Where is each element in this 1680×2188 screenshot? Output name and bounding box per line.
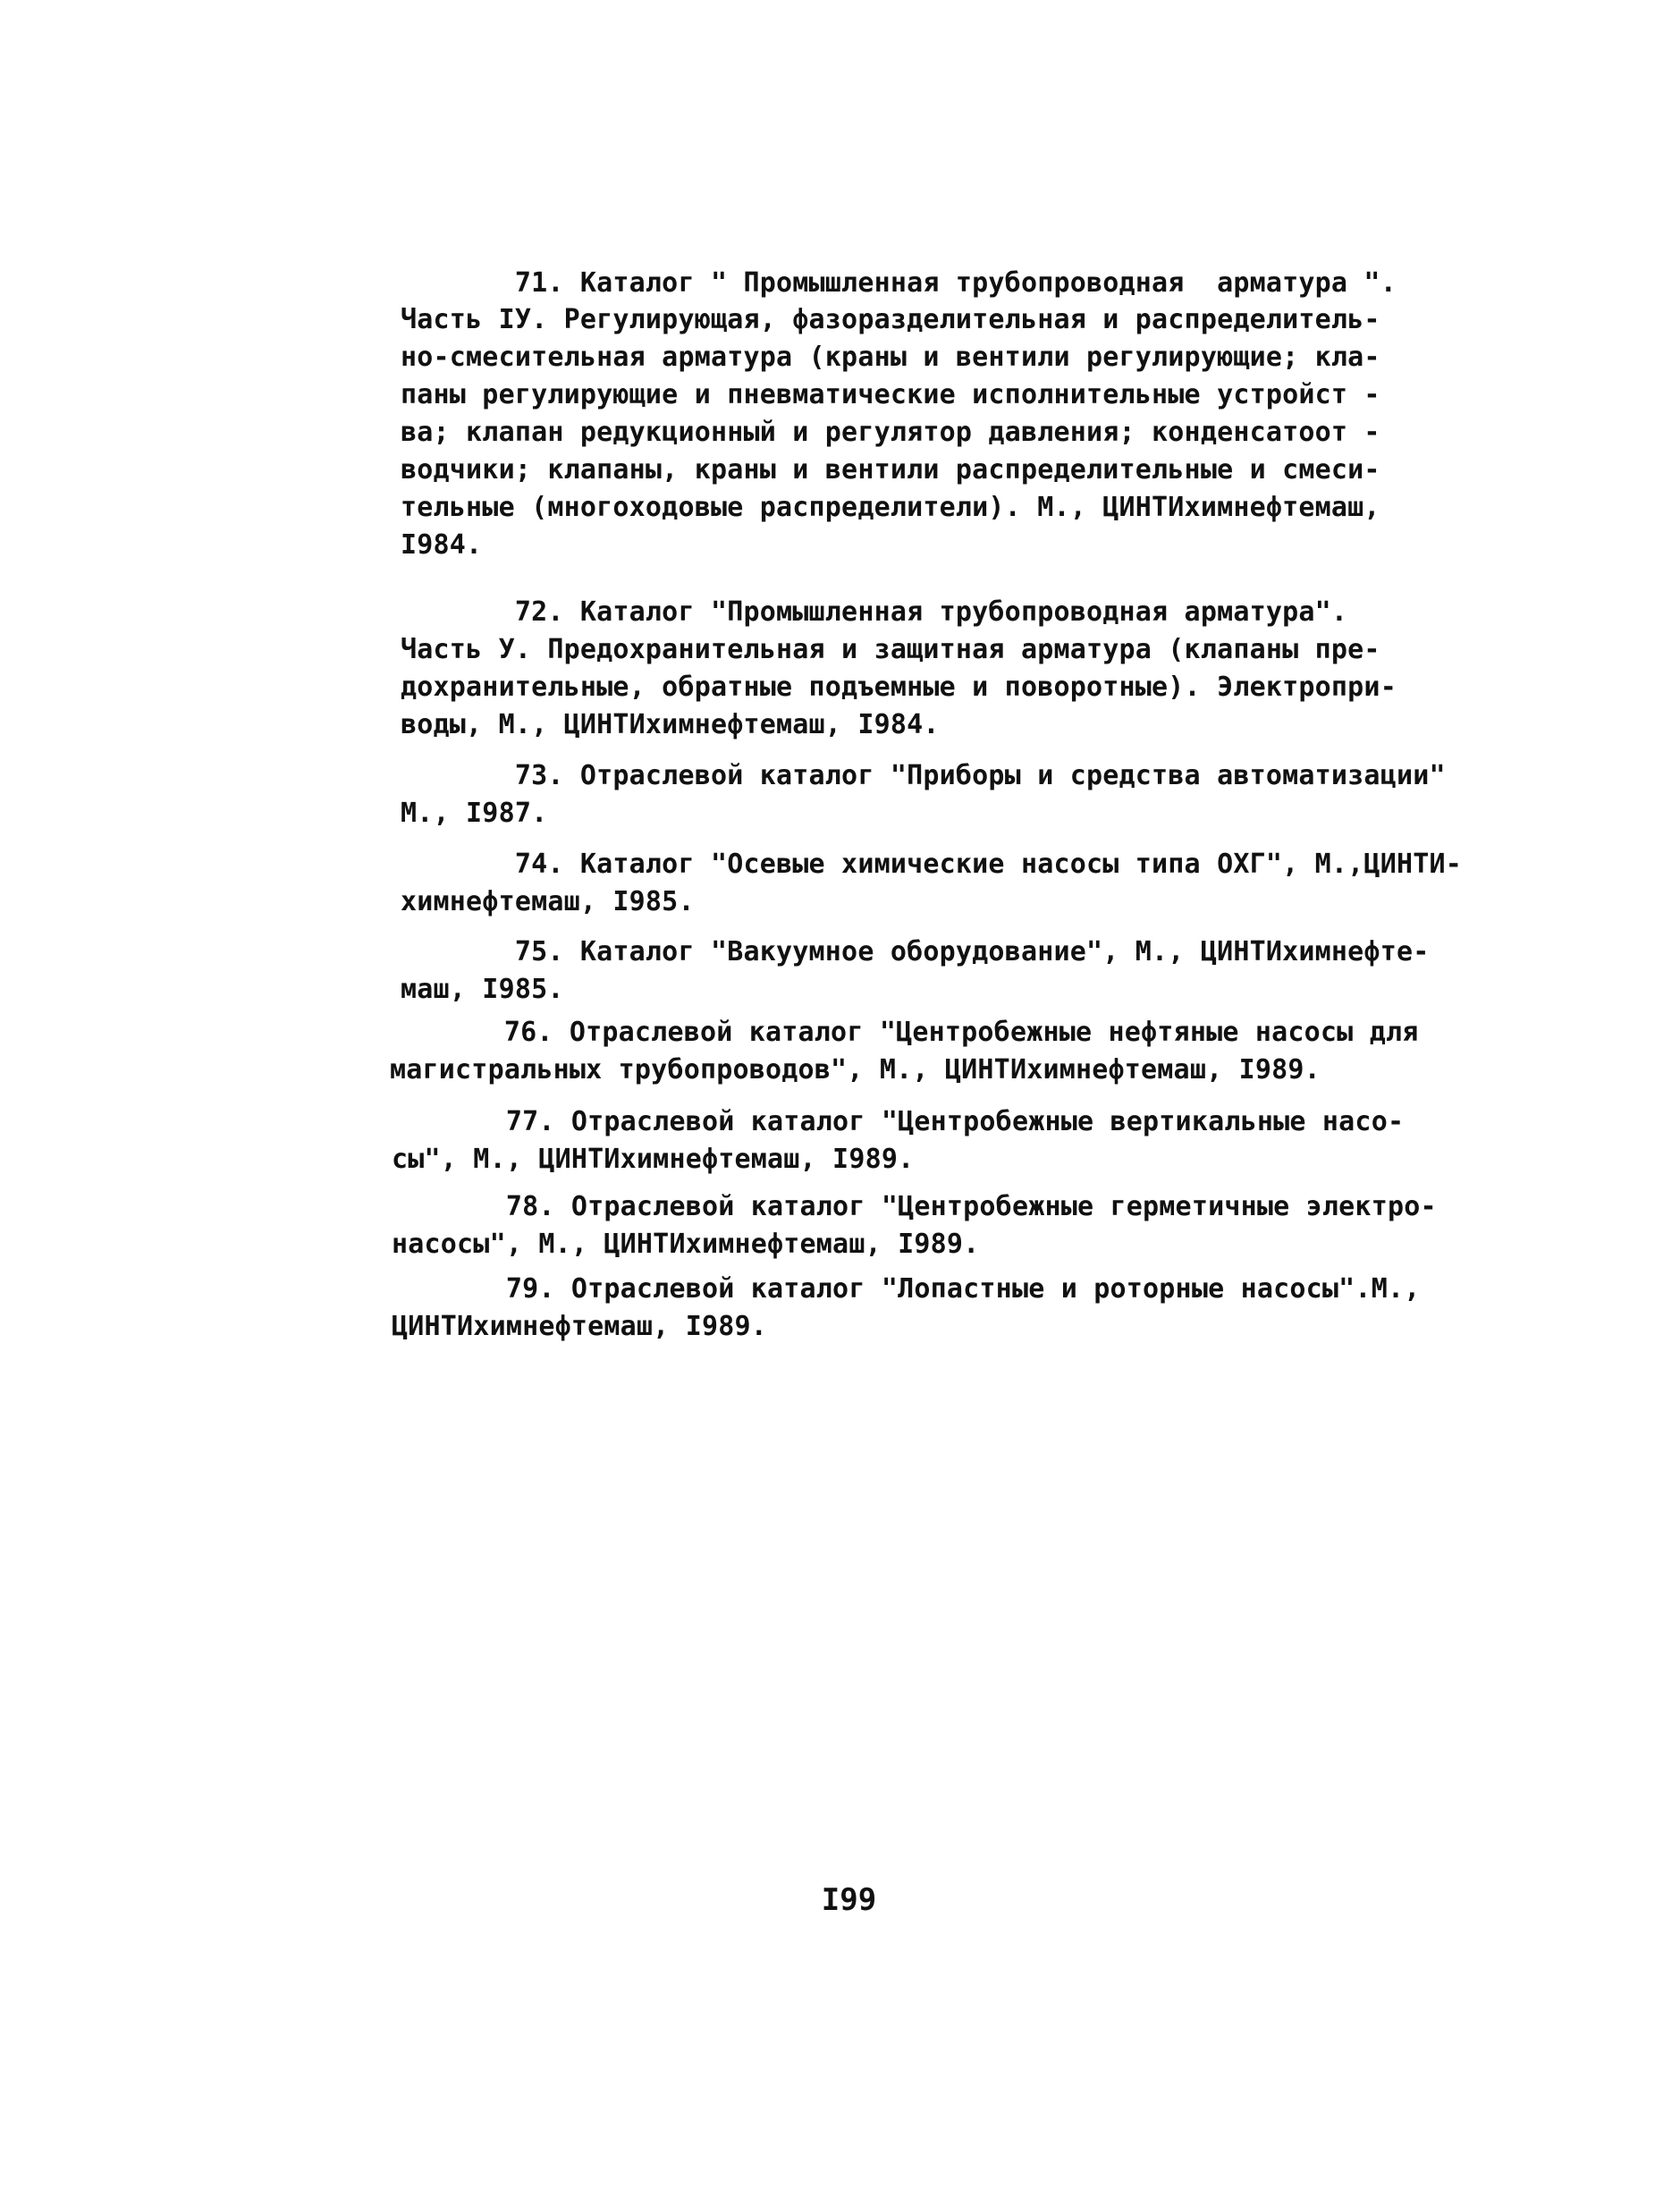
ref-71-line-2: Часть IУ. Регулирующая, фазоразделительная и распределитель- — [401, 304, 1380, 335]
ref-71-line-4: паны регулирующие и пневматические исполнительные устройст - — [401, 379, 1380, 410]
ref-73-line-1: 73. Отраслевой каталог "Приборы и средства автоматизации" — [401, 760, 1446, 791]
ref-74-line-2: химнефтемаш, I985. — [401, 886, 695, 917]
ref-71-line-6: водчики; клапаны, краны и вентили распределительные и смеси- — [401, 454, 1380, 486]
ref-71-line-8: I984. — [401, 529, 483, 561]
ref-77-line-1: 77. Отраслевой каталог "Центробежные вертикальные насо- — [392, 1106, 1405, 1137]
ref-71-line-7: тельные (многоходовые распределители). М., ЦИНТИхимнефтемаш, — [401, 492, 1380, 523]
ref-75-line-2: маш, I985. — [401, 974, 564, 1005]
ref-72-line-2: Часть У. Предохранительная и защитная арматура (клапаны пре- — [401, 634, 1380, 665]
ref-76-line-1: 76. Отраслевой каталог "Центробежные нефтяные насосы для — [390, 1017, 1419, 1048]
ref-79-line-2: ЦИНТИхимнефтемаш, I989. — [392, 1311, 768, 1342]
ref-72-line-3: дохранительные, обратные подъемные и поворотные). Электропри- — [401, 672, 1397, 703]
ref-78-line-1: 78. Отраслевой каталог "Центробежные герметичные электро- — [392, 1191, 1437, 1222]
ref-77-line-2: сы", М., ЦИНТИхимнефтемаш, I989. — [392, 1144, 915, 1175]
page-number: I99 — [821, 1882, 877, 1918]
ref-76-line-2: магистральных трубопроводов", М., ЦИНТИхимнефтемаш, I989. — [390, 1054, 1321, 1086]
ref-72-line-1: 72. Каталог "Промышленная трубопроводная арматура". — [401, 596, 1348, 628]
ref-71-line-5: ва; клапан редукционный и регулятор давления; конденсатоот - — [401, 417, 1380, 448]
ref-71-line-1: 71. Каталог " Промышленная трубопроводная арматура ". — [401, 267, 1397, 299]
ref-73-line-2: М., I987. — [401, 798, 548, 829]
ref-72-line-4: воды, М., ЦИНТИхимнефтемаш, I984. — [401, 709, 940, 740]
ref-74-line-1: 74. Каталог "Осевые химические насосы типа ОХГ", М.,ЦИНТИ- — [401, 849, 1462, 880]
ref-71-line-3: но-смесительная арматура (краны и вентили регулирующие; кла- — [401, 342, 1380, 373]
ref-78-line-2: насосы", М., ЦИНТИхимнефтемаш, I989. — [392, 1229, 980, 1260]
ref-79-line-1: 79. Отраслевой каталог "Лопастные и роторные насосы".М., — [392, 1273, 1421, 1305]
ref-75-line-1: 75. Каталог "Вакуумное оборудование", М., ЦИНТИхимнефте- — [401, 936, 1430, 967]
